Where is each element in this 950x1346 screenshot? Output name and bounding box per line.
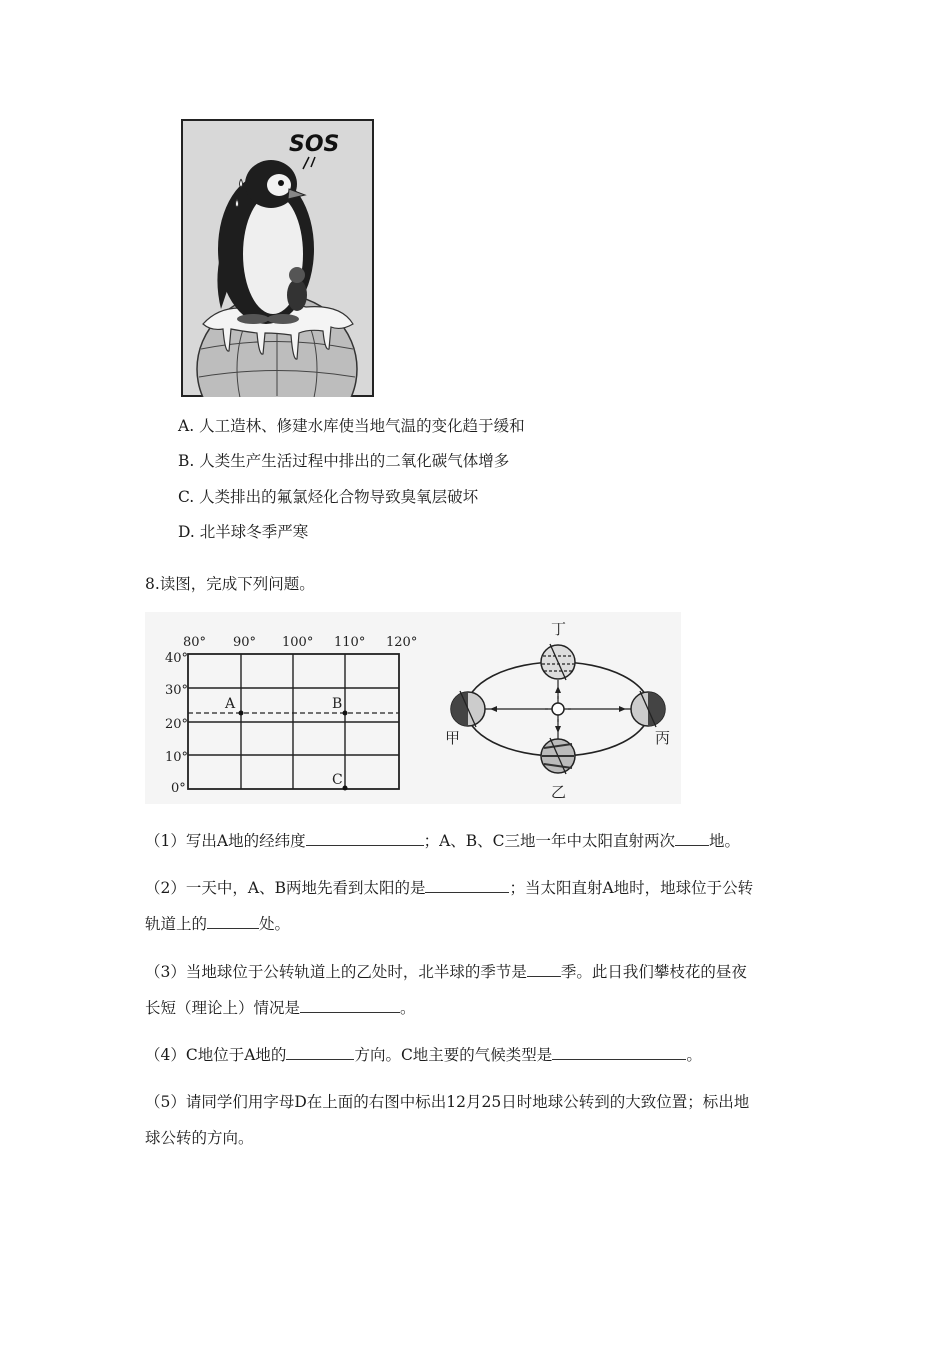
point-c-label: C bbox=[332, 772, 343, 788]
subquestion-text: 季。此日我们攀枝花的昼夜 bbox=[560, 963, 747, 981]
option-b bbox=[178, 451, 509, 471]
subquestion-4 bbox=[145, 1037, 805, 1073]
subquestion-5 bbox=[145, 1084, 805, 1156]
subquestion-text: 球公转的方向。 bbox=[145, 1129, 254, 1147]
lat-label-30: 30° bbox=[165, 683, 189, 698]
earth-ding-icon bbox=[541, 644, 575, 680]
subquestion-1 bbox=[145, 823, 805, 859]
subquestion-text: 写出A地的经纬度 bbox=[185, 832, 306, 850]
earth-bing-icon bbox=[631, 691, 665, 727]
option-text: 人类排出的氟氯烃化合物导致臭氧层破坏 bbox=[199, 488, 479, 506]
option-letter: C. bbox=[178, 488, 195, 506]
penguin-cartoon bbox=[181, 119, 374, 397]
option-letter: A. bbox=[178, 417, 195, 435]
subquestion-text: ；当太阳直射A地时，地球位于公转 bbox=[509, 879, 754, 897]
option-c bbox=[178, 487, 478, 507]
option-a bbox=[178, 416, 525, 436]
subquestion-text: 当地球位于公转轨道上的乙处时，北半球的季节是 bbox=[185, 963, 527, 981]
option-text: 人类生产生活过程中排出的二氧化碳气体增多 bbox=[199, 452, 510, 470]
option-text: 北半球冬季严寒 bbox=[199, 523, 309, 541]
earth-jia-icon bbox=[451, 691, 485, 727]
option-text: 人工造林、修建水库使当地气温的变化趋于缓和 bbox=[199, 417, 525, 435]
subquestion-number: （5） bbox=[145, 1093, 186, 1111]
question-title: 8.读图，完成下列问题。 bbox=[145, 575, 315, 593]
subquestion-text: 请同学们用字母D在上面的右图中标出12月25日时地球公转到的大致位置；标出地 bbox=[185, 1093, 750, 1111]
subquestion-text: ；A、B、C三地一年中太阳直射两次 bbox=[423, 832, 676, 850]
orbit-label-bing: 丙 bbox=[655, 729, 671, 747]
subquestion-number: （3） bbox=[145, 963, 186, 981]
lon-label-100: 100° bbox=[282, 635, 314, 650]
subquestion-text: 方向。C地主要的气候类型是 bbox=[354, 1046, 553, 1064]
point-a-marker bbox=[239, 711, 244, 716]
orbit-label-yi: 乙 bbox=[551, 783, 567, 801]
answer-blank[interactable] bbox=[286, 1043, 354, 1060]
lon-label-90: 90° bbox=[233, 635, 257, 650]
sun-icon bbox=[552, 703, 564, 715]
orbit-label-ding: 丁 bbox=[551, 620, 567, 638]
subquestion-3 bbox=[145, 954, 805, 1026]
answer-blank[interactable] bbox=[300, 996, 400, 1013]
point-a-label: A bbox=[225, 696, 236, 712]
lat-label-0: 0° bbox=[171, 781, 186, 796]
option-letter: D. bbox=[178, 523, 195, 541]
answer-blank[interactable] bbox=[527, 960, 561, 977]
subquestion-text: 处。 bbox=[259, 915, 291, 933]
penguin-illustration bbox=[181, 119, 374, 397]
subquestion-text: 长短（理论上）情况是 bbox=[145, 999, 301, 1017]
answer-blank[interactable] bbox=[207, 912, 259, 929]
point-b-marker bbox=[343, 711, 348, 716]
lat-lon-grid bbox=[188, 654, 399, 789]
subquestion-number: （4） bbox=[145, 1046, 186, 1064]
option-d bbox=[178, 522, 308, 542]
subquestion-number: （2） bbox=[145, 879, 186, 897]
lon-label-120: 120° bbox=[386, 635, 418, 650]
subquestion-text: 轨道上的 bbox=[145, 915, 208, 933]
answer-blank[interactable] bbox=[552, 1043, 686, 1060]
figure-svg bbox=[145, 612, 681, 804]
subquestion-text: 。 bbox=[400, 999, 416, 1017]
lat-label-20: 20° bbox=[165, 717, 189, 732]
earth-yi-icon bbox=[541, 738, 575, 774]
option-letter: B. bbox=[178, 452, 195, 470]
subquestion-text: 一天中，A、B两地先看到太阳的是 bbox=[185, 879, 426, 897]
point-b-label: B bbox=[332, 696, 343, 712]
answer-blank[interactable] bbox=[306, 829, 424, 846]
orbit-diagram bbox=[451, 644, 665, 774]
point-c-marker bbox=[343, 786, 348, 791]
subquestion-text: 地。 bbox=[709, 832, 741, 850]
subquestion-text: 。 bbox=[686, 1046, 702, 1064]
sos-text: SOS bbox=[289, 132, 340, 157]
answer-blank[interactable] bbox=[675, 829, 709, 846]
question-figure bbox=[145, 612, 681, 804]
lon-label-110: 110° bbox=[334, 635, 366, 650]
answer-blank[interactable] bbox=[425, 876, 509, 893]
orbit-label-jia: 甲 bbox=[445, 729, 461, 747]
subquestion-2 bbox=[145, 870, 805, 942]
lon-label-80: 80° bbox=[183, 635, 207, 650]
subquestion-number: （1） bbox=[145, 832, 186, 850]
lat-label-40: 40° bbox=[165, 651, 189, 666]
subquestion-text: C地位于A地的 bbox=[185, 1046, 287, 1064]
lat-label-10: 10° bbox=[165, 750, 189, 765]
